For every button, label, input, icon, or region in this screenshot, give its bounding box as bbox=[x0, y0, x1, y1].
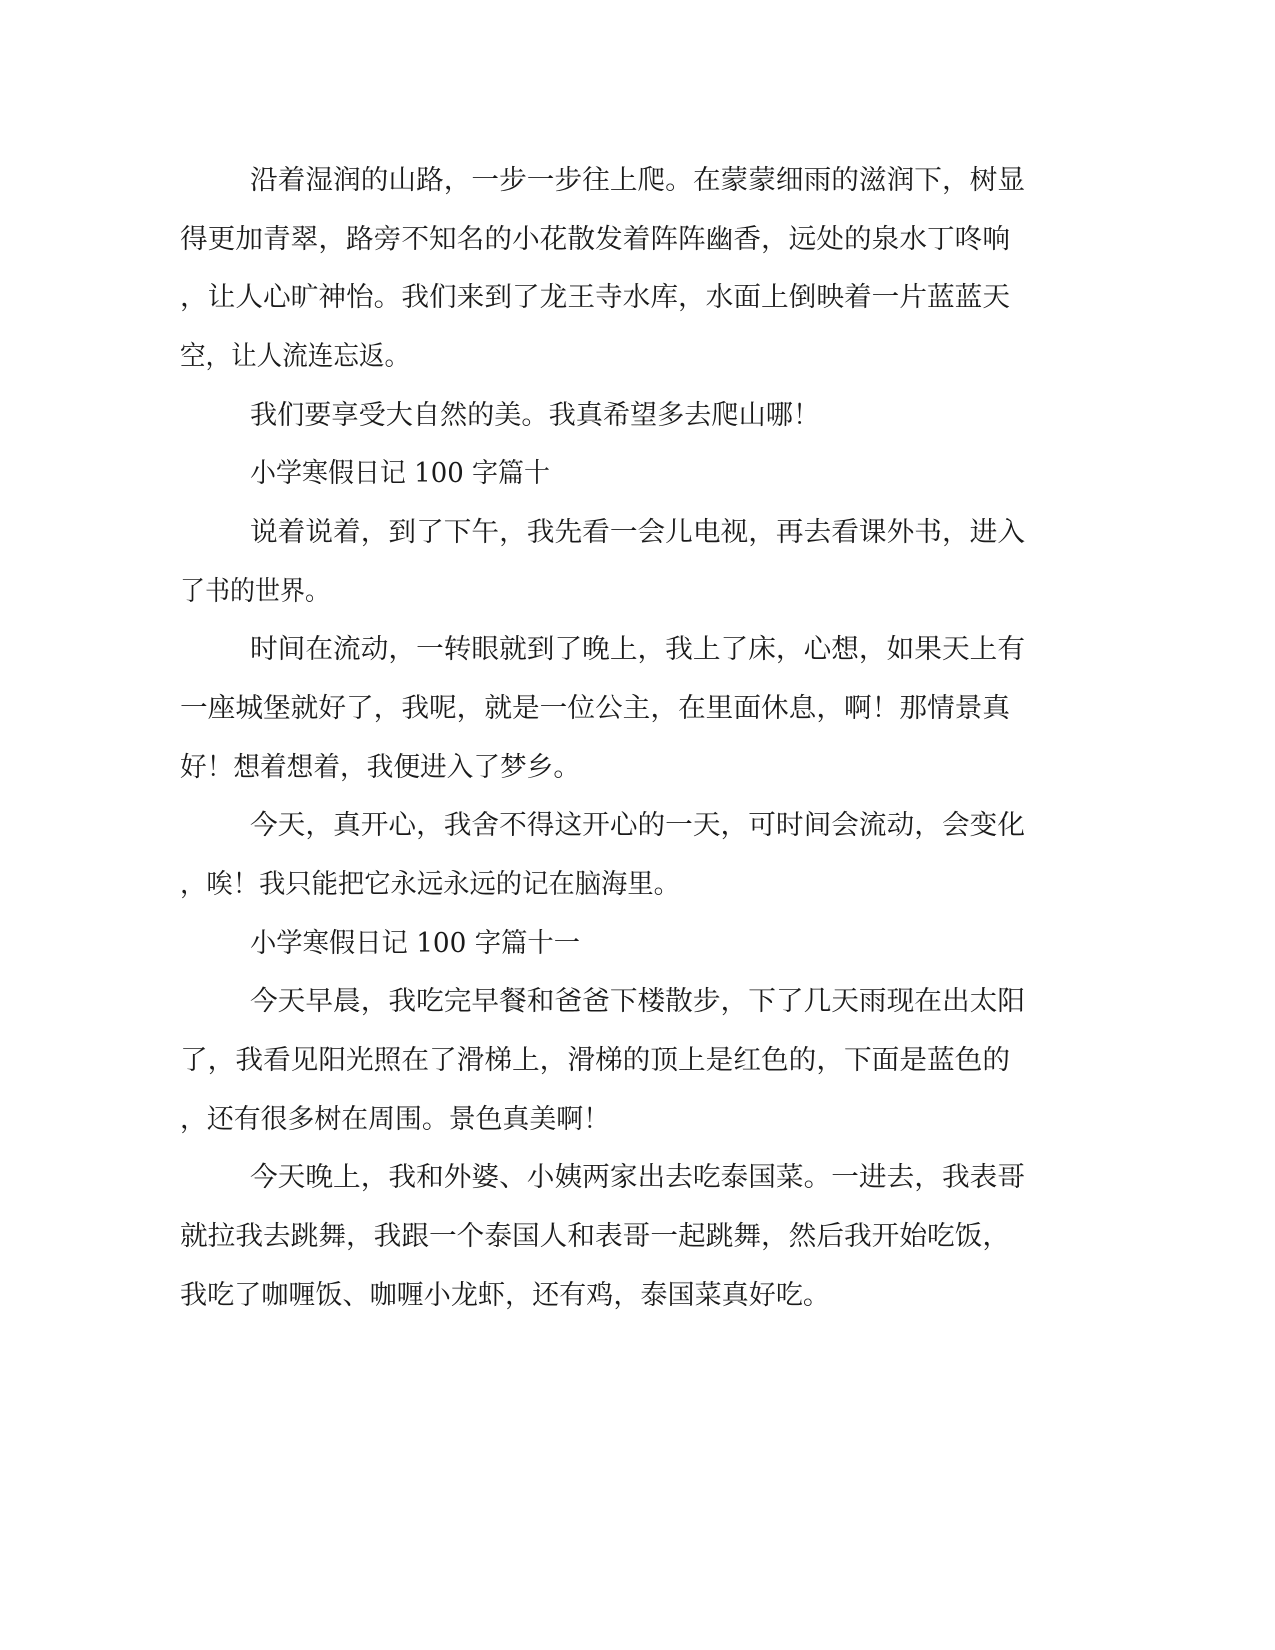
line-text: 今天，真开心，我舍不得这开心的一天，可时间会流动，会变化 bbox=[250, 810, 1025, 841]
text-line bbox=[0, 1100, 1275, 1140]
line-text: 得更加青翠，路旁不知名的小花散发着阵阵幽香，远处的泉水丁咚响 bbox=[180, 224, 1010, 255]
text-line bbox=[0, 220, 1275, 260]
text-line bbox=[0, 396, 1275, 436]
section-heading bbox=[0, 454, 1275, 494]
section-heading bbox=[0, 924, 1275, 964]
line-text: 今天早晨，我吃完早餐和爸爸下楼散步，下了几天雨现在出太阳 bbox=[250, 986, 1025, 1017]
text-line bbox=[0, 572, 1275, 612]
line-text: ，唉！我只能把它永远永远的记在脑海里。 bbox=[180, 869, 680, 900]
text-line bbox=[0, 337, 1275, 377]
line-text: ，还有很多树在周围。景色真美啊！ bbox=[180, 1104, 610, 1135]
text-line bbox=[0, 278, 1275, 318]
text-line bbox=[0, 1041, 1275, 1081]
text-line bbox=[0, 689, 1275, 729]
line-text: 一座城堡就好了，我呢，就是一位公主，在里面休息，啊！那情景真 bbox=[180, 693, 1010, 724]
text-line bbox=[0, 161, 1275, 201]
text-line bbox=[0, 513, 1275, 553]
text-line bbox=[0, 1158, 1275, 1198]
line-text: 今天晚上，我和外婆、小姨两家出去吃泰国菜。一进去，我表哥 bbox=[250, 1162, 1025, 1193]
line-text: 就拉我去跳舞，我跟一个泰国人和表哥一起跳舞，然后我开始吃饭， bbox=[180, 1221, 1010, 1252]
line-text: 空，让人流连忘返。 bbox=[180, 341, 410, 372]
line-text: 好！想着想着，我便进入了梦乡。 bbox=[180, 752, 580, 783]
text-line bbox=[0, 1217, 1275, 1257]
line-text: ，让人心旷神怡。我们来到了龙王寺水库，水面上倒映着一片蓝蓝天 bbox=[180, 282, 1010, 313]
line-text: 了书的世界。 bbox=[180, 576, 330, 607]
heading-text: 小学寒假日记 100 字篇十 bbox=[250, 458, 550, 489]
text-line bbox=[0, 1276, 1275, 1316]
line-text: 我们要享受大自然的美。我真希望多去爬山哪！ bbox=[250, 400, 820, 431]
text-line bbox=[0, 806, 1275, 846]
line-text: 说着说着，到了下午，我先看一会儿电视，再去看课外书，进入 bbox=[250, 517, 1025, 548]
line-text: 了，我看见阳光照在了滑梯上，滑梯的顶上是红色的，下面是蓝色的 bbox=[180, 1045, 1010, 1076]
heading-text: 小学寒假日记 100 字篇十一 bbox=[250, 928, 580, 959]
line-text: 我吃了咖喱饭、咖喱小龙虾，还有鸡，泰国菜真好吃。 bbox=[180, 1280, 830, 1311]
text-line bbox=[0, 630, 1275, 670]
line-text: 沿着湿润的山路，一步一步往上爬。在蒙蒙细雨的滋润下，树显 bbox=[250, 165, 1025, 196]
text-line bbox=[0, 865, 1275, 905]
text-line bbox=[0, 982, 1275, 1022]
text-line bbox=[0, 748, 1275, 788]
line-text: 时间在流动，一转眼就到了晚上，我上了床，心想，如果天上有 bbox=[250, 634, 1025, 665]
